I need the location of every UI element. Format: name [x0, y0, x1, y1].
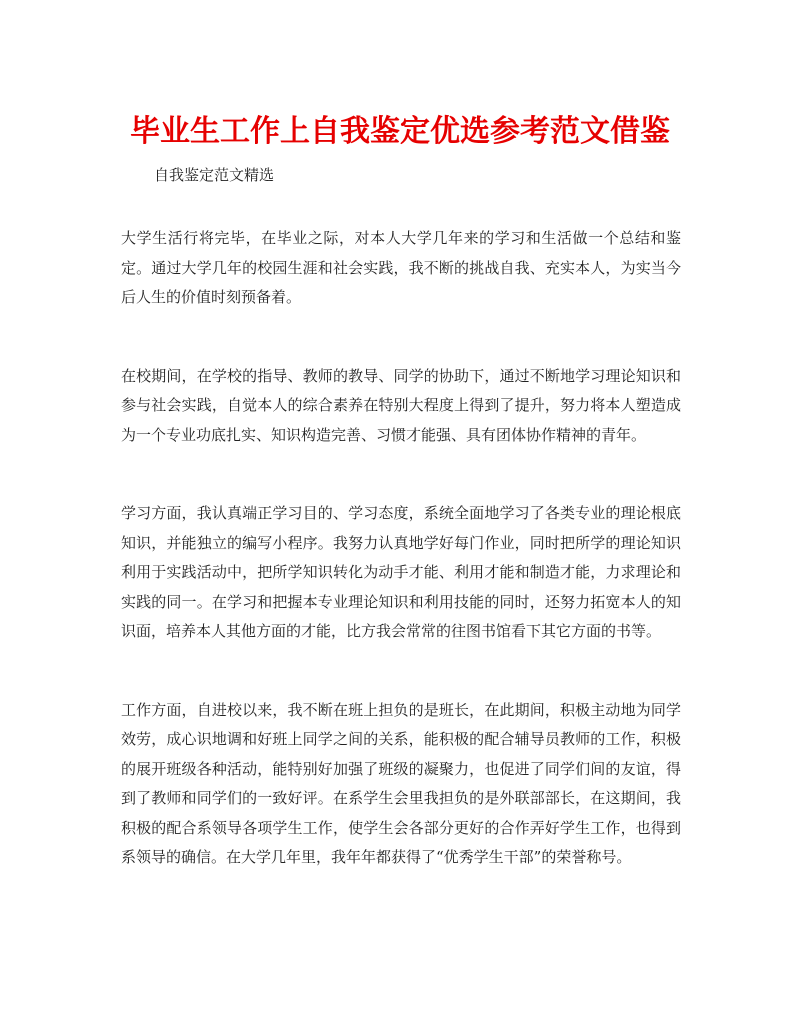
document-title: 毕业生工作上自我鉴定优选参考范文借鉴	[130, 114, 670, 149]
paragraph-study: 学习方面，我认真端正学习目的、学习态度，系统全面地学习了各类专业的理论根底知识，并能独立的编写小程序。我努力认真地学好每门作业，同时把所学的理论知识利用于实践活动中，把所学知识转化为动手才能、利用才能和制造才能，力求理论和实践的同一。在学习和把握本专业理论知识和利用技能的同时，还努力拓宽本人的知识面，培养本人其他方面的才能，比方我会常常的往图书馆看下其它方面的书等。	[121, 504, 681, 640]
paragraph-intro: 大学生活行将完毕，在毕业之际，对本人大学几年来的学习和生活做一个总结和鉴定。通过大学几年的校园生涯和社会实践，我不断的挑战自我、充实本人，为实当今后人生的价值时刻预备着。	[121, 229, 681, 306]
document-body	[121, 224, 681, 922]
document-subtitle: 自我鉴定范文精选	[154, 166, 275, 184]
paragraph-campus: 在校期间，在学校的指导、教师的教导、同学的协助下，通过不断地学习理论知识和参与社会实践，自觉本人的综合素养在特别大程度上得到了提升，努力将本人塑造成为一个专业功底扎实、知识构造完善、习惯才能强、具有团体协作精神的青年。	[121, 366, 681, 444]
paragraph-work: 工作方面，自进校以来，我不断在班上担负的是班长，在此期间，积极主动地为同学效劳，成心识地调和好班上同学之间的关系，能积极的配合辅导员教师的工作，积极的展开班级各种活动，能特别好加强了班级的凝聚力，也促进了同学们间的友谊，得到了教师和同学们的一致好评。在系学生会里我担负的是外联部部长，在这期间，我积极的配合系领导各项学生工作，使学生会各部分更好的合作弄好学生工作，也得到系领导的确信。在大学几年里，我年年都获得了“优秀学生干部”的荣誉称号。	[121, 700, 681, 866]
